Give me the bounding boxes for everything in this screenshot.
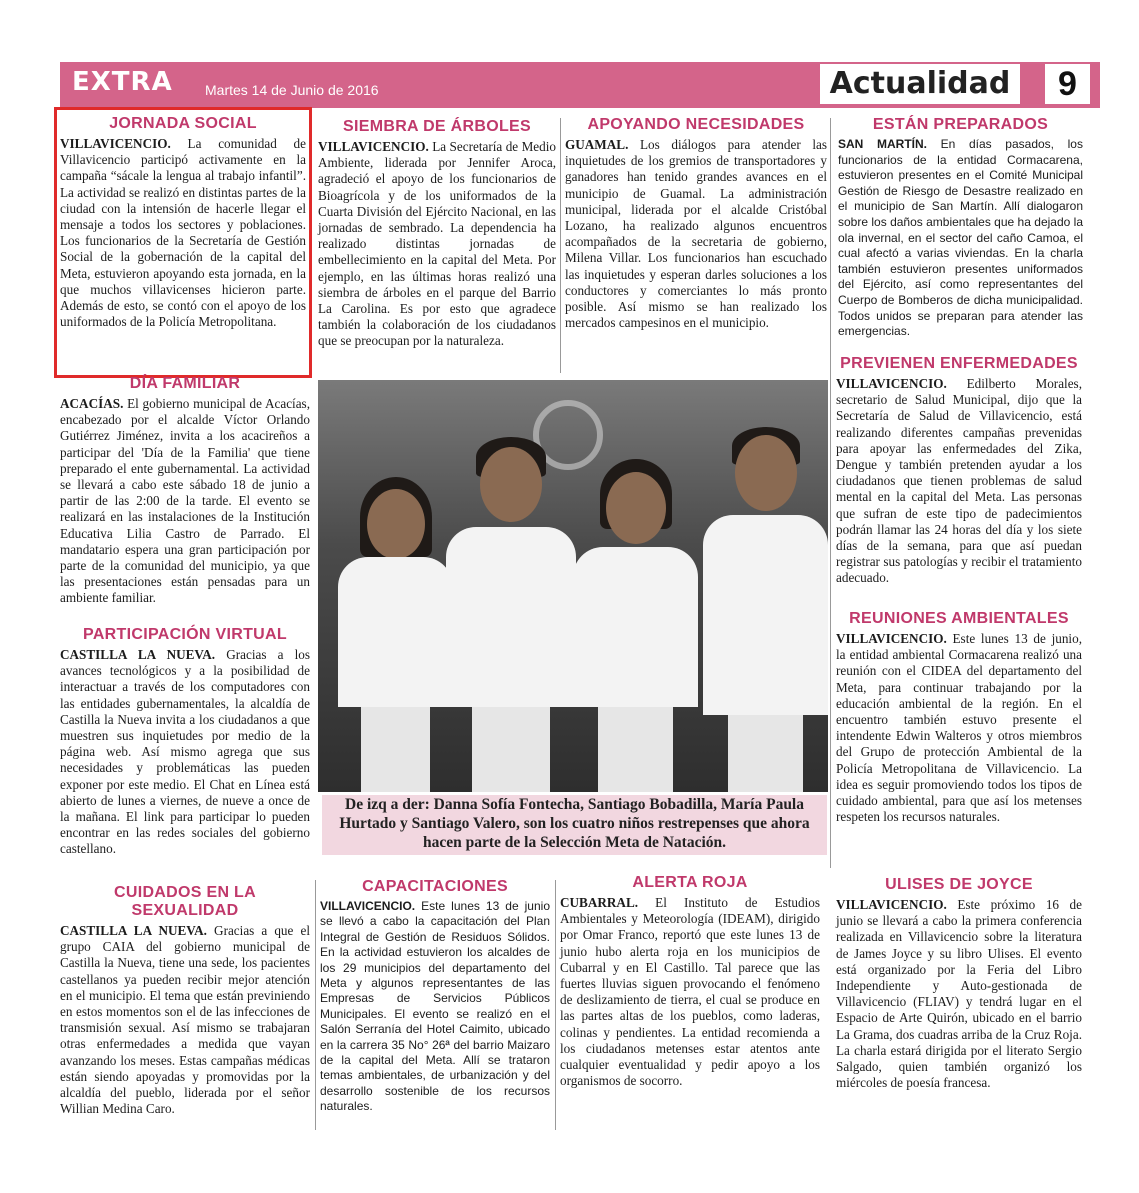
article-body [836,376,1082,587]
article-text: La Secretaría de Medio Ambiente, liderada por Jennifer Aroca, agradeció el apoyo de los funcionarios de Bioagrícola y de los uniformados de la Cuarta División del Ejército Nacional, en las jornadas de sembrado. La dependencia ha realizado distintas jornadas de embellecimiento en la capital del Meta. Por ejemplo, en las últimas horas realizó una siembra de árboles en el parque del Barrio La Carolina. Es por esto que agradece también la colaboración de los ciudadanos que se preocupan por la naturaleza. [318,139,556,349]
article-text: Edilberto Morales, secretario de Salud Municipal, dijo que la Secretaría de Salud de Villavicencio, está realizando diferentes campañas prevenidas para apoyar las enfermedades del Zika, Dengue y también pretenden ayudar a los ciudadanos que tienen problemas de salud mental en la capital del Meta. Las personas que sufran de este tipo de padecimientos podrán llamar las 24 horas del día y los siete días de la semana, para que así puedan registrar sus patologías y recibir el tratamiento adecuado. [836,376,1082,586]
article-title: DÍA FAMILIAR [129,375,241,392]
article-body [836,631,1082,825]
article-previenen-enfermedades [836,355,1082,587]
article-ulises-joyce [836,876,1082,1091]
article-text: El Instituto de Estudios Ambientales y Meteorología (IDEAM), dirigido por Omar Franco, reportó que este lunes 13 de junio hubo alerta roja en los municipios de Cubarral y en El Castillo. Tal parece que las fuertes lluvias siguen provocando el fenómeno de deslizamiento de tierra, el cual se produce en las partes altas de los pueblos, como laderas, colinas y pendientes. La entidad recomienda a los ciudadanos metenses estar atentos ante cualquier eventualidad y pedir apoyo a los organismos de socorro. [560,895,820,1089]
section-title: Actualidad [820,64,1020,104]
article-text: Los diálogos para atender las inquietudes de los gremios de transportadores y ganadores han tenido grandes avances en el municipio de Guamal. La administración municipal, liderada por el alcalde Cristóbal Lozano, ha realizado algunos encuentros acompañados de la secretaria de gobierno, Milena Villar. Los funcionarios han escuchado las inquietudes y esperan darles soluciones a los conductores y comerciantes lo más pronto posible. Así mismo se han realizado los mercados campesinos en el municipio. [565,137,827,331]
article-reuniones-ambientales [836,610,1082,825]
article-text: En días pasados, los funcionarios de la entidad Cormacarena, estuvieron presentes en el Comité Municipal Gestión de Riesgo de Desastre realizado en el municipio de San Martín. Allí dialogaron sobre los daños ambientales que ha dejado la ola invernal, en el sector del caño Camoa, el cual afectó a varias viviendas. En la charla también estuvieron presentes uniformados del Ejército, así como representantes del Cuerpo de Bomberos de dicha municipalidad. Todos unidos se preparan para atender las emergencias. [838,137,1083,339]
article-dateline: SAN MARTÍN. [838,137,927,151]
article-dateline: CUBARRAL. [560,895,639,910]
article-dateline: VILLAVICENCIO. [60,136,171,151]
article-dateline: GUAMAL. [565,137,629,152]
article-title: JORNADA SOCIAL [109,115,257,132]
article-dateline: VILLAVICENCIO. [836,897,947,912]
article-dateline: VILLAVICENCIO. [318,139,429,154]
article-body [60,923,310,1117]
article-text: Gracias a que el grupo CAIA del gobierno municipal de Castilla la Nueva, tiene una sede, los pacientes castellanos ya pueden recibir mejor atención en el municipio. El tema que están previniendo en estos momentos son el de las infecciones de transmisión sexual. Así mismo se trabajaran otras enfermedades a medida que vayan avanzando los meses. Estas campañas médicas están siendo apoyadas y promovidas por la alcaldía del pueblo, liderada por el señor Willian Medina Caro. [60,923,310,1117]
highlight-box [54,107,312,378]
article-body [60,396,310,607]
article-title: PREVIENEN ENFERMEDADES [840,355,1078,372]
column-divider [830,118,831,868]
column-divider [315,880,316,1130]
article-text: Este próximo 16 de junio se llevará a cabo la primera conferencia realizada en Villavicencio sobre la literatura de James Joyce y su libro Ulises. El evento está organizado por la Feria del Libro Independiente y Auto-gestionada de Villavicencio (FLIAV) y tendrá lugar en el Espacio de Arte Quirón, ubicado en el barrio La Grama, dos cuadras arriba de la Cruz Roja. La charla estará dirigida por el literato Sergio Salgado, quien también organizó los miércoles de poesía francesa. [836,897,1082,1091]
article-title: SIEMBRA DE ÁRBOLES [343,118,531,135]
article-participacion-virtual [60,626,310,858]
article-title: REUNIONES AMBIENTALES [849,610,1069,627]
article-title: APOYANDO NECESIDADES [587,116,805,133]
article-body [836,897,1082,1091]
article-title: ESTÁN PREPARADOS [872,116,1049,133]
article-text: Este lunes 13 de junio se llevó a cabo la capacitación del Plan Integral de Gestión de Residuos Sólidos. En la actividad estuvieron los alcaldes de los 29 municipios del departamento del Meta y algunos representantes de las Empresas de Servicios Públicos Municipales. El evento se realizó en el Salón Serranía del Hotel Caimito, ubicado en la carrera 35 No° 26ª del barrio Maizaro de la capital del Meta. Allí se trataron temas ambientales, de urbanización y del desarrollo sostenible de los recursos naturales. [320,899,550,1114]
article-dia-familiar [60,375,310,607]
column-divider [560,118,561,373]
issue-date: Martes 14 de Junio de 2016 [205,82,379,98]
photo-person [703,407,828,792]
article-dateline: CASTILLA LA NUEVA. [60,923,207,938]
article-title: ULISES DE JOYCE [885,876,1033,893]
team-photo [318,380,828,792]
photo-person [446,417,576,792]
article-dateline: VILLAVICENCIO. [836,376,947,391]
article-body [318,139,556,350]
article-text: La comunidad de Villavicencio participó activamente en la campaña “sácale la lengua al trabajo infantil”. La actividad se realizó en distintas partes de la ciudad con la intensión de hacerle llegar el mensaje a todos los sectores y poblaciones. Los funcionarios de la Secretaría de Gestión Social de la gobernación de la capital del Meta, estuvieron apoyando esta jornada, en la que muchos villavicenses hicieron parte. Además de esto, se contó con el apoyo de los uniformados de la Policía Metropolitana. [60,136,306,330]
article-body [838,137,1083,340]
article-dateline: ACACÍAS. [60,396,124,411]
photo-person [338,437,453,792]
page-number: 9 [1045,64,1090,104]
newspaper-logo: EXTRA [72,67,173,97]
article-cuidados-sexualidad [60,884,310,1117]
photo-caption: De izq a der: Danna Sofía Fontecha, Santiago Bobadilla, María Paula Hurtado y Santiago Valero, son los cuatro niños restrepenses que ahora hacen parte de la Selección Meta de Natación. [322,795,827,855]
page-header [60,62,1100,108]
article-body [320,899,550,1115]
article-dateline: CASTILLA LA NUEVA. [60,647,216,662]
column-divider [555,880,556,1130]
article-apoyando-necesidades [565,116,827,331]
article-dateline: VILLAVICENCIO. [836,631,947,646]
article-text: El gobierno municipal de Acacías, encabezado por el alcalde Víctor Orlando Gutiérrez Jiménez, invita a los acacireños a participar del 'Día de la Familia' que tiene preparado el ente gubernamental. La actividad se llevará a cabo este sábado 18 de junio a partir de las 2:00 de la tarde. El evento se realizará en las instalaciones de la Institución Educativa Lilia Castro de Parrado. El mandatario espera una gran participación por parte de la comunidad del municipio, ya que las presentaciones están pensadas para un ambiente familiar. [60,396,310,606]
photo-person [573,427,698,792]
article-text: Gracias a los avances tecnológicos y a la posibilidad de interactuar a través de los computadores con las entidades gubernamentales, la alcaldía de Castilla la Nueva invita a los ciudadanos a que muestren sus inquietudes por medio de la página web. Así mismo agrega que sus necesidades y problemáticas las pueden exponer por este medio. El Chat en Línea está abierto de lunes a viernes, de nueve a once de la mañana. El link para participar lo pueden encontrar en las redes sociales del gobierno castellano. [60,647,310,857]
article-title: PARTICIPACIÓN VIRTUAL [83,626,287,643]
article-body [560,895,820,1089]
article-text: Este lunes 13 de junio, la entidad ambiental Cormacarena realizó una reunión con el CIDEA del departamento del Meta, para continuar trabajando por la educación ambiental de la región. En el encuentro también estuvo presente el intendente Edwin Walteros y otros miembros del Grupo de protección Ambiental de la Policía Metropolitana de Villavicencio. La idea es seguir promoviendo todos los tipos de cuidado ambiental, para que así los metenses respeten los recursos naturales. [836,631,1082,825]
article-dateline: VILLAVICENCIO. [320,899,416,913]
article-title: CAPACITACIONES [362,878,508,895]
article-siembra-arboles [318,118,556,350]
article-alerta-roja [560,874,820,1089]
article-capacitaciones [320,878,550,1115]
article-title: CUIDADOS EN LA SEXUALIDAD [114,884,256,919]
article-estan-preparados [838,116,1083,340]
article-body [60,647,310,858]
article-body [565,137,827,331]
article-title: ALERTA ROJA [632,874,748,891]
